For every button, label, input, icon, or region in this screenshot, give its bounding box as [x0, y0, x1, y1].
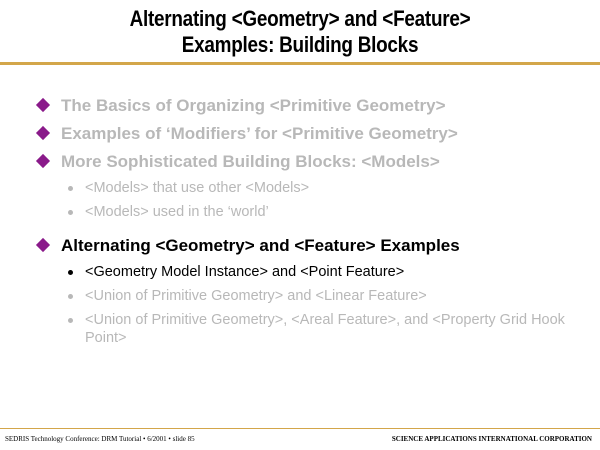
bullet-text: Alternating <Geometry> and <Feature> Examples	[61, 236, 460, 255]
sub-bullet-item	[36, 203, 576, 221]
dot-bullet-icon	[68, 210, 73, 215]
bullet-list	[36, 95, 576, 353]
sub-bullet-item	[36, 179, 576, 197]
dot-bullet-icon	[68, 270, 73, 275]
footer-organization: SCIENCE APPLICATIONS INTERNATIONAL CORPORATION	[391, 435, 592, 443]
sub-bullet-text: <Geometry Model Instance> and <Point Feature>	[85, 264, 405, 280]
sub-bullet-text: <Models> used in the ‘world’	[85, 204, 269, 220]
sub-bullet-text: <Union of Primitive Geometry> and <Linear Feature>	[85, 288, 427, 304]
slide-title-line-1: Alternating <Geometry> and <Feature>	[129, 6, 471, 31]
bullet-item	[36, 151, 576, 172]
sub-bullet-text: <Models> that use other <Models>	[85, 180, 310, 196]
dot-bullet-icon	[68, 318, 73, 323]
diamond-bullet-icon	[36, 238, 50, 252]
sub-bullet-item	[36, 263, 576, 281]
sub-bullet-item	[36, 287, 576, 305]
bullet-item	[36, 95, 576, 116]
sub-bullet-text: <Union of Primitive Geometry>, <Areal Feature>, and <Property Grid Hook Point>	[85, 312, 565, 346]
bullet-text: More Sophisticated Building Blocks: <Models>	[61, 152, 440, 171]
bullet-text: The Basics of Organizing <Primitive Geometry>	[61, 96, 446, 115]
slide-title-line-2: Examples: Building Blocks	[181, 32, 419, 57]
dot-bullet-icon	[68, 186, 73, 191]
bullet-item	[36, 123, 576, 144]
bullet-item-current	[36, 235, 576, 256]
footer-credit: SEDRIS Technology Conference: DRM Tutorial • 6/2001 • slide 85	[5, 435, 195, 443]
diamond-bullet-icon	[36, 98, 50, 112]
slide-title	[0, 6, 600, 58]
bullet-text: Examples of ‘Modifiers’ for <Primitive Geometry>	[61, 124, 458, 143]
title-divider	[0, 62, 600, 65]
diamond-bullet-icon	[36, 126, 50, 140]
diamond-bullet-icon	[36, 154, 50, 168]
sub-bullet-item	[36, 311, 576, 347]
dot-bullet-icon	[68, 294, 73, 299]
footer-divider	[0, 428, 600, 429]
